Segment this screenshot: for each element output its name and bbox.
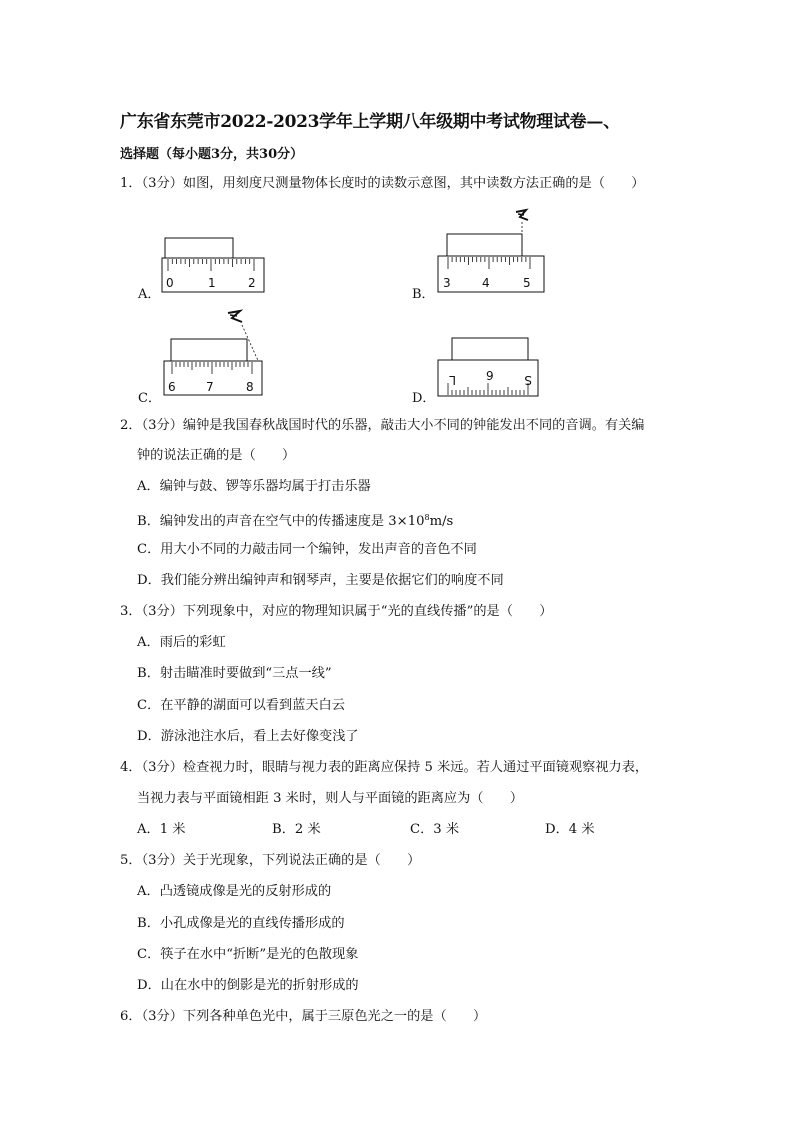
ruler-c-tick-7: 7 — [206, 380, 214, 394]
ruler-a-tick-0: 0 — [166, 276, 174, 290]
question-2-option-b: B．编钟发出的声音在空气中的传播速度是 $3\times 10^8m/s$ — [137, 513, 454, 529]
question-2-option-a: A．编钟与鼓、锣等乐器均属于打击乐器 — [137, 479, 371, 494]
ruler-c-tick-6: 6 — [168, 380, 176, 394]
question-5-option-d: D．山在水中的倒影是光的折射形成的 — [137, 978, 359, 993]
question-4-stem-line-1: 4．（3分）检查视力时，眼睛与视力表的距离应保持 5 米远。若人通过平面镜观察视力表， — [120, 760, 649, 775]
page-title: 广东省东莞市2022-2023学年上学期八年级期中考试物理试卷—、 — [120, 112, 620, 132]
ruler-figure-a — [160, 232, 270, 300]
question-4-option-a: A．1 米 — [137, 822, 186, 837]
ruler-figure-d — [434, 334, 544, 404]
question-3-option-b: B．射击瞄准时要做到“三点一线” — [137, 666, 332, 681]
question-4-stem-line-2: 当视力表与平面镜相距 3 米时，则人与平面镜的距离应为（ ） — [137, 791, 524, 806]
eye-icon-b — [516, 210, 528, 220]
ruler-d-tick-6: 9 — [486, 369, 494, 383]
figure-option-b-label: B． — [412, 287, 435, 302]
ruler-a-tick-2: 2 — [248, 276, 256, 290]
question-6-stem: 6．（3分）下列各种单色光中，属于三原色光之一的是（ ） — [120, 1009, 487, 1024]
question-4-option-d: D．4 米 — [545, 822, 595, 837]
question-2-option-d: D．我们能分辨出编钟声和钢琴声，主要是依据它们的响度不同 — [137, 573, 504, 588]
figure-option-d-label: D． — [412, 391, 436, 406]
question-5-option-c: C．筷子在水中“折断”是光的色散现象 — [137, 947, 359, 962]
question-1-stem: 1．（3分）如图，用刻度尺测量物体长度时的读数示意图，其中读数方法正确的是（ ） — [120, 176, 645, 191]
question-5-option-a: A．凸透镜成像是光的反射形成的 — [137, 884, 332, 899]
question-4-option-c: C．3 米 — [410, 822, 460, 837]
question-3-option-d: D．游泳池注水后，看上去好像变浅了 — [137, 729, 359, 744]
ruler-d-tick-5: S — [524, 373, 532, 387]
ruler-d-tick-7: L — [449, 373, 456, 387]
question-2-stem-line-1: 2．（3分）编钟是我国春秋战国时代的乐器，敲击大小不同的钟能发出不同的音调。有关编 — [120, 418, 645, 433]
eye-icon-c — [228, 311, 242, 322]
ruler-figure-b — [434, 204, 549, 300]
ruler-a-tick-1: 1 — [208, 276, 216, 290]
question-5-stem: 5．（3分）关于光现象，下列说法正确的是（ ） — [120, 853, 421, 868]
ruler-figure-c — [160, 305, 270, 403]
question-3-option-a: A．雨后的彩虹 — [137, 635, 226, 650]
question-2-stem-line-2: 钟的说法正确的是（ ） — [137, 448, 296, 463]
question-2-option-c: C．用大小不同的力敲击同一个编钟，发出声音的音色不同 — [137, 542, 477, 557]
question-5-option-b: B．小孔成像是光的直线传播形成的 — [137, 916, 345, 931]
ruler-b-tick-5: 5 — [523, 276, 531, 290]
ruler-b-tick-4: 4 — [482, 276, 490, 290]
question-4-option-b: B．2 米 — [272, 822, 321, 837]
section-heading: 选择题（每小题3分，共30分） — [120, 147, 304, 162]
ruler-b-tick-3: 3 — [443, 276, 451, 290]
figure-option-a-label: A． — [138, 287, 161, 302]
figure-option-c-label: C． — [138, 391, 161, 406]
ruler-c-tick-8: 8 — [246, 380, 254, 394]
question-3-stem: 3．（3分）下列现象中，对应的物理知识属于“光的直线传播”的是（ ） — [120, 604, 553, 619]
question-3-option-c: C．在平静的湖面可以看到蓝天白云 — [137, 698, 345, 713]
